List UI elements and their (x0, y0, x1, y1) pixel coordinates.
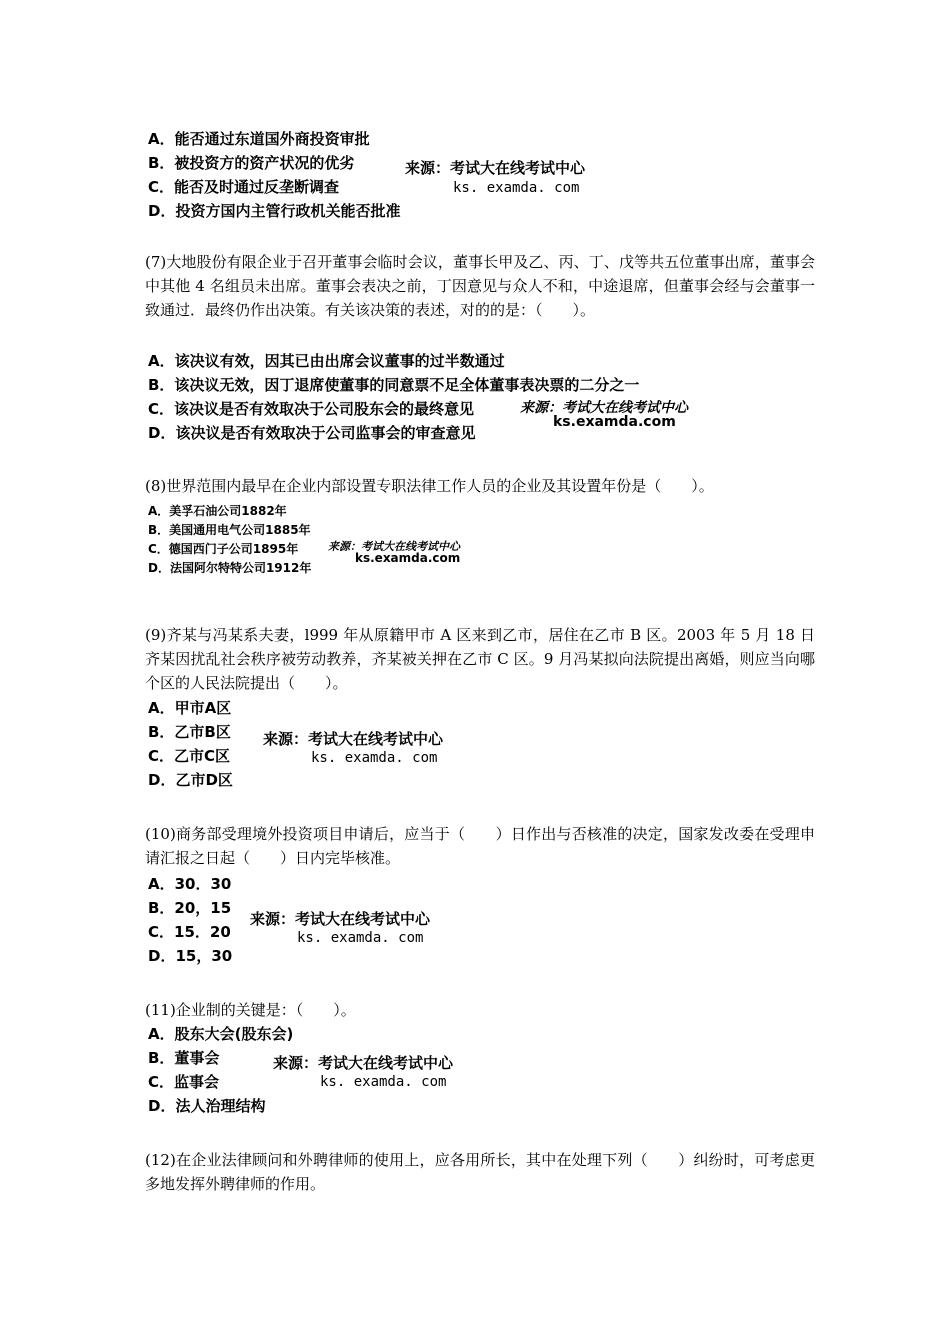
q10-option-c: C．15．20 (148, 923, 231, 941)
q6-option-d: D．投资方国内主管行政机关能否批准 (148, 202, 401, 220)
q8-block (145, 474, 815, 498)
q11-block (145, 998, 815, 1022)
watermark-url: ks.examda.com (553, 414, 676, 430)
watermark-url: ks. examda. com (297, 930, 424, 946)
watermark-url: ks. examda. com (320, 1074, 447, 1090)
q9-option-d: D．乙市D区 (148, 771, 233, 789)
q10-option-d: D．15，30 (148, 947, 233, 965)
q6-option-a: A．能否通过东道国外商投资审批 (148, 130, 370, 148)
q8-option-c: C．德国西门子公司1895年 (148, 542, 299, 556)
watermark-source: 来源：考试大在线考试中心 (273, 1054, 454, 1072)
q10-option-b: B．20，15 (148, 899, 232, 917)
q9-stem: (9)齐某与冯某系夫妻，l999 年从原籍甲市 A 区来到乙市，居住在乙市 B 区。2003 年 5 月 18 日齐某因扰乱社会秩序被劳动教养，齐某被关押在乙市 C 区。9 月冯某拟向法院提出离婚，则应当向哪个区的人民法院提出（ ）。 (145, 626, 815, 692)
q7-block (145, 250, 815, 322)
watermark-source: 来源：考试大在线考试中心 (520, 400, 688, 416)
watermark-url: ks.examda.com (355, 551, 461, 565)
q12-block (145, 1148, 815, 1196)
q8-option-d: D．法国阿尔特特公司1912年 (148, 561, 312, 575)
watermark-source: 来源：考试大在线考试中心 (328, 540, 460, 553)
q10-block (145, 822, 815, 870)
q9-option-b: B．乙市B区 (148, 723, 231, 741)
q8-option-a: A．美孚石油公司1882年 (148, 504, 287, 518)
q9-option-a: A．甲市A区 (148, 699, 232, 717)
q9-block (145, 623, 815, 695)
q8-stem: (8)世界范围内最早在企业内部设置专职法律工作人员的企业及其设置年份是（ ）。 (145, 477, 714, 495)
q7-stem: (7)大地股份有限企业于召开董事会临时会议，董事长甲及乙、丙、丁、戊等共五位董事出席，董事会中其他 4 名组员未出席。董事会表决之前，丁因意见与众人不和，中途退席，但董事会经与会董事一致通过．最终仍作出决策。有关该决策的表述，对的的是：（ ）。 (145, 253, 815, 319)
watermark-url: ks. examda. com (453, 180, 580, 196)
q7-option-c: C．该决议是否有效取决于公司股东会的最终意见 (148, 400, 475, 418)
q11-option-b: B．董事会 (148, 1049, 220, 1067)
watermark-source: 来源：考试大在线考试中心 (405, 159, 586, 177)
q6-option-c: C．能否及时通过反垄断调查 (148, 178, 340, 196)
q12-stem: (12)在企业法律顾问和外聘律师的使用上，应各用所长，其中在处理下列（ ）纠纷时，可考虑更多地发挥外聘律师的作用。 (145, 1151, 815, 1193)
q10-stem: (10)商务部受理境外投资项目申请后，应当于（ ）日作出与否核准的决定，国家发改委在受理申请汇报之日起（ ）日内完毕核准。 (145, 825, 815, 867)
q9-option-c: C．乙市C区 (148, 747, 231, 765)
q6-option-b: B．被投资方的资产状况的优劣 (148, 154, 355, 172)
q11-stem: (11)企业制的关键是：（ ）。 (145, 1001, 356, 1019)
watermark-source: 来源：考试大在线考试中心 (263, 730, 444, 748)
q7-option-d: D．该决议是否有效取决于公司监事会的审查意见 (148, 424, 476, 442)
watermark-source: 来源：考试大在线考试中心 (250, 910, 431, 928)
q10-option-a: A．30．30 (148, 875, 232, 893)
watermark-url: ks. examda. com (311, 750, 438, 766)
q7-option-a: A．该决议有效，因其已由出席会议董事的过半数通过 (148, 352, 505, 370)
q11-option-c: C．监事会 (148, 1073, 220, 1091)
q7-option-b: B．该决议无效，因丁退席使董事的同意票不足全体董事表决票的二分之一 (148, 376, 640, 394)
q11-option-d: D．法人治理结构 (148, 1097, 266, 1115)
q11-option-a: A．股东大会(股东会) (148, 1025, 294, 1043)
q8-option-b: B．美国通用电气公司1885年 (148, 523, 311, 537)
